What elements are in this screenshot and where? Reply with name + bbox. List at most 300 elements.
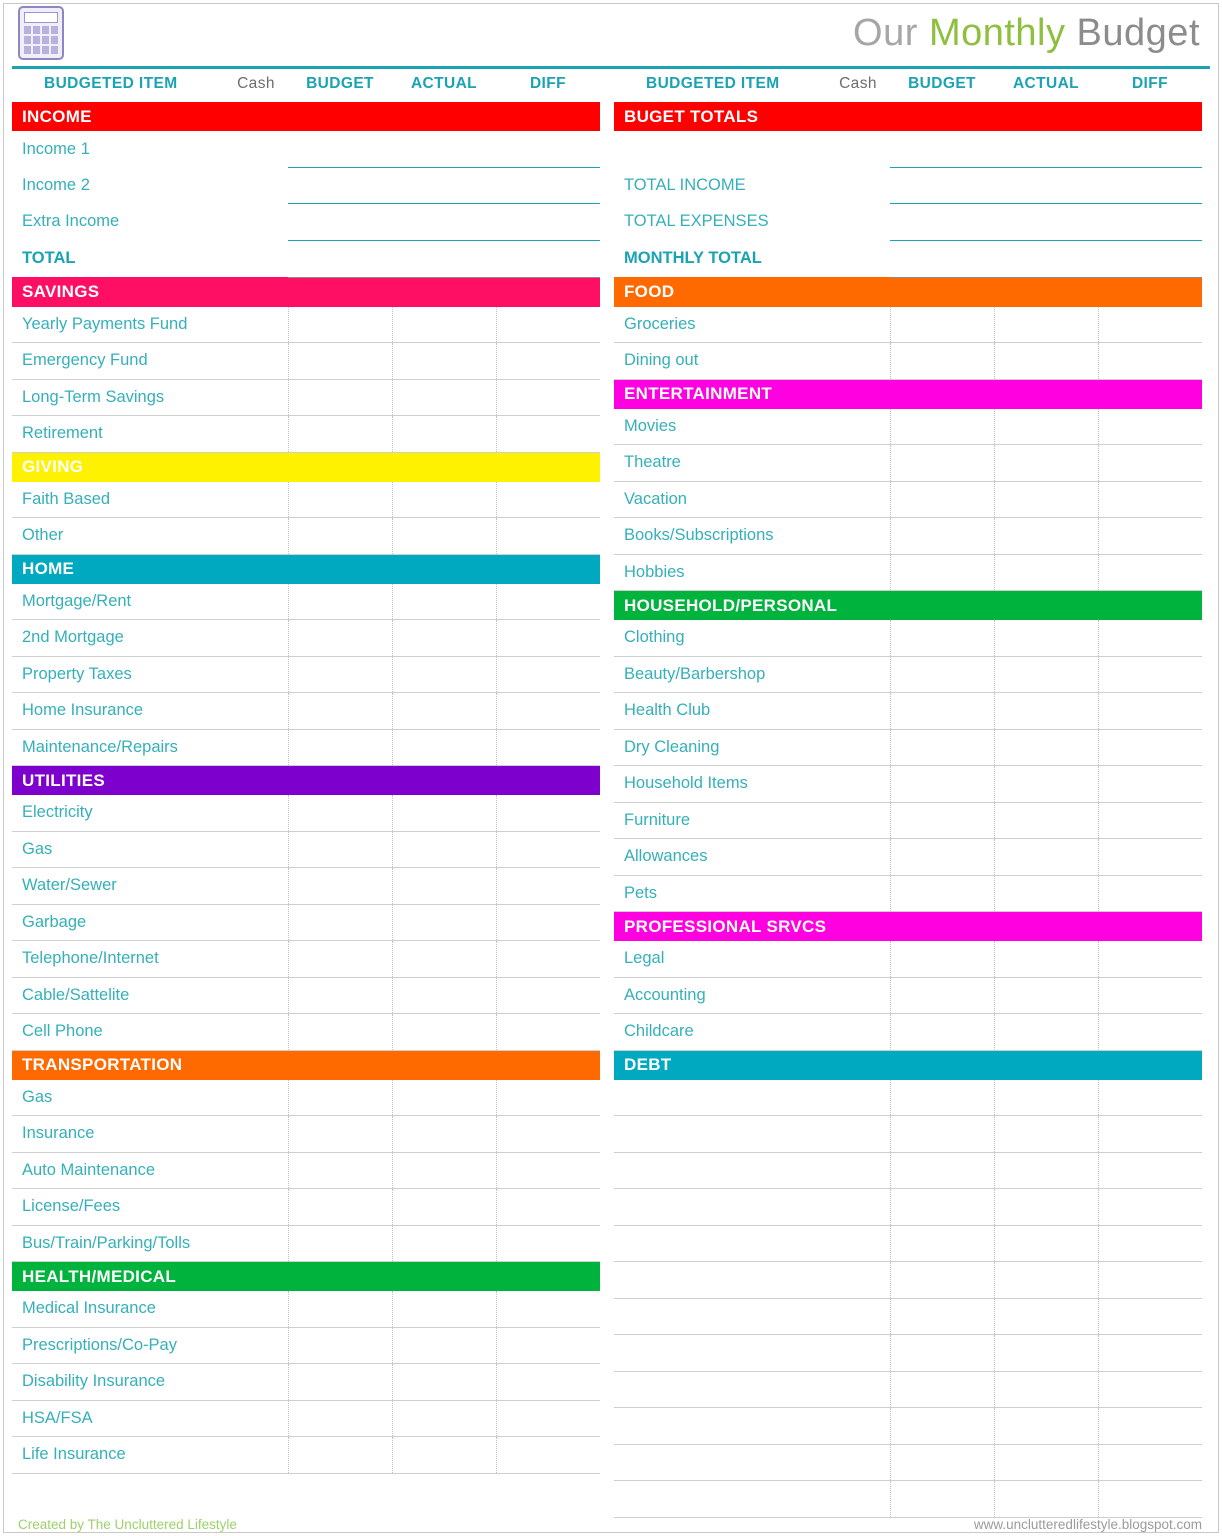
- budget-cell-actual[interactable]: [392, 1189, 496, 1226]
- budget-cell-diff[interactable]: [1098, 656, 1202, 693]
- budget-cell-actual[interactable]: [392, 1364, 496, 1401]
- budget-cell-diff[interactable]: [1098, 941, 1202, 977]
- budget-cell-budget[interactable]: [288, 343, 392, 380]
- budget-cell-diff[interactable]: [496, 868, 600, 905]
- budget-cell-diff[interactable]: [496, 1437, 600, 1474]
- section-title: DEBT: [614, 1050, 1202, 1080]
- section-total-budget[interactable]: [890, 240, 994, 277]
- budget-cell-diff[interactable]: [1098, 1014, 1202, 1051]
- budget-cell-actual[interactable]: [994, 839, 1098, 876]
- budget-cell-diff[interactable]: [1098, 307, 1202, 343]
- budget-cell-cash[interactable]: [826, 1335, 890, 1372]
- budget-cell-cash[interactable]: [224, 831, 288, 868]
- budget-cell-actual[interactable]: [392, 795, 496, 831]
- budget-cell-budget[interactable]: [890, 875, 994, 912]
- budget-row: [614, 518, 1202, 555]
- budget-cell-diff[interactable]: [496, 1225, 600, 1262]
- budget-cell-cash[interactable]: [224, 1327, 288, 1364]
- budget-cell-actual[interactable]: [994, 1444, 1098, 1481]
- budget-row: [614, 343, 1202, 380]
- budget-cell-budget[interactable]: [288, 868, 392, 905]
- budget-cell-budget[interactable]: [288, 584, 392, 620]
- budget-cell-diff[interactable]: [1098, 1444, 1202, 1481]
- budget-cell-budget[interactable]: [288, 131, 392, 167]
- budget-row: [614, 941, 1202, 977]
- budget-cell-diff[interactable]: [1098, 1189, 1202, 1226]
- budget-cell-cash[interactable]: [826, 1298, 890, 1335]
- section-total-actual[interactable]: [392, 240, 496, 277]
- budget-cell-cash[interactable]: [224, 1152, 288, 1189]
- budget-row: [614, 1152, 1202, 1189]
- budget-cell-cash[interactable]: [826, 554, 890, 591]
- budget-cell-actual[interactable]: [994, 518, 1098, 555]
- budget-cell-budget[interactable]: [288, 167, 392, 204]
- budget-cell-actual[interactable]: [392, 656, 496, 693]
- budget-cell-actual[interactable]: [994, 1152, 1098, 1189]
- budget-cell-diff[interactable]: [1098, 554, 1202, 591]
- budget-cell-actual[interactable]: [392, 1014, 496, 1051]
- budget-cell-budget[interactable]: [288, 1189, 392, 1226]
- budget-cell-diff[interactable]: [496, 518, 600, 555]
- budget-cell-budget[interactable]: [890, 554, 994, 591]
- budget-cell-cash[interactable]: [224, 518, 288, 555]
- budget-cell-budget[interactable]: [288, 1327, 392, 1364]
- budget-cell-cash[interactable]: [224, 729, 288, 766]
- budget-cell-actual[interactable]: [392, 1327, 496, 1364]
- budget-row-label: Accounting: [614, 977, 826, 1014]
- budget-cell-diff[interactable]: [1098, 693, 1202, 730]
- budget-cell-budget[interactable]: [890, 343, 994, 380]
- budget-cell-diff[interactable]: [496, 729, 600, 766]
- section-total-diff[interactable]: [496, 240, 600, 277]
- budget-cell-diff[interactable]: [1098, 167, 1202, 204]
- budget-cell-budget[interactable]: [890, 518, 994, 555]
- budget-cell-diff[interactable]: [1098, 1298, 1202, 1335]
- budget-cell-diff[interactable]: [1098, 343, 1202, 380]
- budget-cell-diff[interactable]: [496, 795, 600, 831]
- budget-cell-diff[interactable]: [496, 1116, 600, 1153]
- budget-cell-actual[interactable]: [994, 693, 1098, 730]
- budget-cell-actual[interactable]: [994, 1298, 1098, 1335]
- budget-cell-budget[interactable]: [288, 204, 392, 241]
- budget-cell-cash[interactable]: [826, 1189, 890, 1226]
- budget-cell-actual[interactable]: [392, 1437, 496, 1474]
- budget-cell-diff[interactable]: [496, 584, 600, 620]
- budget-row: [614, 131, 1202, 167]
- budget-cell-actual[interactable]: [392, 416, 496, 453]
- budget-cell-cash[interactable]: [826, 1014, 890, 1051]
- budget-cell-diff[interactable]: [496, 656, 600, 693]
- budget-cell-cash[interactable]: [224, 379, 288, 416]
- budget-cell-cash[interactable]: [224, 1014, 288, 1051]
- budget-cell-budget[interactable]: [890, 1481, 994, 1518]
- budget-cell-diff[interactable]: [1098, 518, 1202, 555]
- budget-cell-diff[interactable]: [1098, 445, 1202, 482]
- footer-url[interactable]: www.unclutteredlifestyle.blogspot.com: [973, 1517, 1202, 1532]
- budget-cell-diff[interactable]: [496, 1189, 600, 1226]
- section-title: BUGET TOTALS: [614, 102, 1202, 131]
- budget-cell-actual[interactable]: [392, 584, 496, 620]
- budget-cell-cash[interactable]: [224, 482, 288, 518]
- budget-cell-cash[interactable]: [224, 416, 288, 453]
- budget-row: [12, 1327, 600, 1364]
- budget-cell-cash[interactable]: [224, 941, 288, 978]
- budget-cell-diff[interactable]: [496, 379, 600, 416]
- budget-cell-budget[interactable]: [288, 941, 392, 978]
- budget-cell-budget[interactable]: [288, 416, 392, 453]
- budget-cell-actual[interactable]: [994, 307, 1098, 343]
- budget-cell-cash[interactable]: [826, 131, 890, 167]
- budget-cell-cash[interactable]: [826, 766, 890, 803]
- budget-row-label: Pets: [614, 875, 826, 912]
- budget-cell-actual[interactable]: [994, 343, 1098, 380]
- budget-cell-cash[interactable]: [224, 1364, 288, 1401]
- budget-cell-budget[interactable]: [890, 941, 994, 977]
- budget-cell-cash[interactable]: [826, 1225, 890, 1262]
- budget-cell-actual[interactable]: [994, 802, 1098, 839]
- budget-cell-cash[interactable]: [826, 518, 890, 555]
- budget-cell-cash[interactable]: [224, 307, 288, 343]
- budget-cell-budget[interactable]: [890, 693, 994, 730]
- budget-cell-budget[interactable]: [890, 167, 994, 204]
- budget-cell-actual[interactable]: [392, 518, 496, 555]
- page-footer: [0, 1517, 1222, 1532]
- budget-cell-cash[interactable]: [224, 167, 288, 204]
- section-title: GIVING: [12, 452, 600, 482]
- budget-cell-actual[interactable]: [994, 409, 1098, 445]
- budget-cell-actual[interactable]: [994, 1262, 1098, 1299]
- budget-cell-actual[interactable]: [994, 1371, 1098, 1408]
- budget-cell-cash[interactable]: [224, 656, 288, 693]
- budget-cell-budget[interactable]: [890, 409, 994, 445]
- budget-cell-actual[interactable]: [392, 831, 496, 868]
- budget-cell-cash[interactable]: [826, 656, 890, 693]
- budget-cell-actual[interactable]: [392, 1116, 496, 1153]
- budget-cell-actual[interactable]: [994, 729, 1098, 766]
- budget-cell-cash[interactable]: [224, 977, 288, 1014]
- budget-cell-cash[interactable]: [826, 941, 890, 977]
- budget-cell-budget[interactable]: [890, 1014, 994, 1051]
- budget-cell-diff[interactable]: [1098, 131, 1202, 167]
- budget-cell-actual[interactable]: [994, 620, 1098, 656]
- calculator-keys: [24, 26, 58, 54]
- budget-cell-actual[interactable]: [392, 343, 496, 380]
- budget-cell-budget[interactable]: [890, 839, 994, 876]
- budget-cell-diff[interactable]: [496, 977, 600, 1014]
- budget-cell-cash[interactable]: [826, 307, 890, 343]
- budget-cell-cash[interactable]: [224, 584, 288, 620]
- budget-cell-diff[interactable]: [496, 416, 600, 453]
- budget-cell-budget[interactable]: [288, 831, 392, 868]
- budget-cell-cash[interactable]: [826, 1152, 890, 1189]
- budget-cell-diff[interactable]: [496, 307, 600, 343]
- budget-cell-actual[interactable]: [994, 481, 1098, 518]
- budget-cell-cash[interactable]: [224, 620, 288, 657]
- budget-row-label: Auto Maintenance: [12, 1152, 224, 1189]
- budget-row: [614, 839, 1202, 876]
- section-total-actual[interactable]: [994, 240, 1098, 277]
- budget-row-label: Insurance: [12, 1116, 224, 1153]
- budget-cell-budget[interactable]: [890, 1225, 994, 1262]
- budget-cell-budget[interactable]: [288, 693, 392, 730]
- budget-cell-cash[interactable]: [826, 977, 890, 1014]
- budget-cell-budget[interactable]: [288, 904, 392, 941]
- budget-cell-diff[interactable]: [496, 1291, 600, 1327]
- budget-row-label: Life Insurance: [12, 1437, 224, 1474]
- budget-cell-cash[interactable]: [224, 693, 288, 730]
- budget-cell-budget[interactable]: [288, 795, 392, 831]
- budget-cell-cash[interactable]: [826, 620, 890, 656]
- budget-cell-cash[interactable]: [826, 802, 890, 839]
- budget-cell-cash[interactable]: [224, 904, 288, 941]
- budget-cell-budget[interactable]: [890, 204, 994, 241]
- budget-sheet: [0, 69, 1222, 1518]
- budget-cell-budget[interactable]: [288, 1437, 392, 1474]
- budget-cell-budget[interactable]: [890, 481, 994, 518]
- budget-cell-actual[interactable]: [392, 1291, 496, 1327]
- budget-cell-actual[interactable]: [994, 554, 1098, 591]
- column-header-diff: DIFF: [529, 75, 567, 92]
- budget-cell-budget[interactable]: [890, 1080, 994, 1116]
- budget-cell-diff[interactable]: [496, 1327, 600, 1364]
- budget-cell-cash[interactable]: [224, 868, 288, 905]
- budget-cell-budget[interactable]: [288, 1152, 392, 1189]
- budget-cell-diff[interactable]: [496, 482, 600, 518]
- budget-cell-diff[interactable]: [1098, 875, 1202, 912]
- budget-cell-budget[interactable]: [890, 1262, 994, 1299]
- budget-cell-budget[interactable]: [890, 1408, 994, 1445]
- budget-cell-diff[interactable]: [1098, 839, 1202, 876]
- budget-cell-cash[interactable]: [826, 693, 890, 730]
- budget-cell-budget[interactable]: [890, 1116, 994, 1153]
- budget-cell-diff[interactable]: [496, 831, 600, 868]
- budget-cell-diff[interactable]: [1098, 1335, 1202, 1372]
- budget-cell-diff[interactable]: [1098, 1116, 1202, 1153]
- budget-cell-diff[interactable]: [496, 1080, 600, 1116]
- budget-cell-diff[interactable]: [496, 620, 600, 657]
- budget-cell-diff[interactable]: [1098, 1080, 1202, 1116]
- budget-cell-cash[interactable]: [224, 1291, 288, 1327]
- budget-cell-cash[interactable]: [826, 1371, 890, 1408]
- budget-cell-cash[interactable]: [224, 1080, 288, 1116]
- budget-cell-cash[interactable]: [826, 1444, 890, 1481]
- budget-cell-cash[interactable]: [826, 1080, 890, 1116]
- budget-cell-budget[interactable]: [288, 1014, 392, 1051]
- section-title: TRANSPORTATION: [12, 1050, 600, 1080]
- budget-cell-actual[interactable]: [392, 167, 496, 204]
- section-title: HEALTH/MEDICAL: [12, 1262, 600, 1292]
- section-total-cash[interactable]: [224, 240, 288, 277]
- budget-cell-cash[interactable]: [826, 875, 890, 912]
- budget-cell-budget[interactable]: [890, 1189, 994, 1226]
- budget-row-label: Books/Subscriptions: [614, 518, 826, 555]
- budget-cell-budget[interactable]: [890, 656, 994, 693]
- budget-cell-budget[interactable]: [288, 1116, 392, 1153]
- budget-cell-cash[interactable]: [826, 204, 890, 241]
- budget-row-label: Movies: [614, 409, 826, 445]
- budget-cell-diff[interactable]: [496, 941, 600, 978]
- budget-cell-actual[interactable]: [392, 941, 496, 978]
- budget-cell-diff[interactable]: [1098, 204, 1202, 241]
- budget-cell-diff[interactable]: [1098, 1371, 1202, 1408]
- budget-cell-diff[interactable]: [1098, 409, 1202, 445]
- budget-cell-actual[interactable]: [994, 977, 1098, 1014]
- budget-cell-actual[interactable]: [994, 1408, 1098, 1445]
- budget-cell-actual[interactable]: [994, 1189, 1098, 1226]
- budget-cell-budget[interactable]: [890, 977, 994, 1014]
- budget-cell-diff[interactable]: [496, 693, 600, 730]
- budget-cell-diff[interactable]: [496, 1364, 600, 1401]
- budget-cell-actual[interactable]: [392, 868, 496, 905]
- budget-cell-actual[interactable]: [994, 1335, 1098, 1372]
- budget-cell-cash[interactable]: [826, 445, 890, 482]
- budget-cell-diff[interactable]: [1098, 1481, 1202, 1518]
- budget-cell-diff[interactable]: [1098, 729, 1202, 766]
- budget-cell-actual[interactable]: [392, 729, 496, 766]
- budget-cell-cash[interactable]: [826, 1481, 890, 1518]
- budget-cell-budget[interactable]: [288, 977, 392, 1014]
- budget-cell-diff[interactable]: [496, 904, 600, 941]
- budget-cell-budget[interactable]: [288, 729, 392, 766]
- budget-row: [12, 1225, 600, 1262]
- budget-cell-budget[interactable]: [890, 307, 994, 343]
- budget-row-label: HSA/FSA: [12, 1400, 224, 1437]
- section-total-row: [614, 240, 1202, 277]
- budget-cell-diff[interactable]: [496, 1152, 600, 1189]
- section-total-budget[interactable]: [288, 240, 392, 277]
- budget-cell-actual[interactable]: [994, 1481, 1098, 1518]
- budget-cell-actual[interactable]: [994, 131, 1098, 167]
- budget-cell-cash[interactable]: [224, 1437, 288, 1474]
- budget-cell-diff[interactable]: [496, 343, 600, 380]
- budget-cell-actual[interactable]: [392, 1225, 496, 1262]
- budget-cell-cash[interactable]: [224, 1116, 288, 1153]
- budget-cell-actual[interactable]: [392, 1400, 496, 1437]
- budget-cell-diff[interactable]: [1098, 481, 1202, 518]
- budget-cell-actual[interactable]: [392, 131, 496, 167]
- budget-row-label: Dry Cleaning: [614, 729, 826, 766]
- budget-cell-budget[interactable]: [288, 482, 392, 518]
- budget-cell-actual[interactable]: [994, 1225, 1098, 1262]
- budget-cell-cash[interactable]: [826, 409, 890, 445]
- budget-cell-diff[interactable]: [1098, 1225, 1202, 1262]
- budget-cell-diff[interactable]: [1098, 1262, 1202, 1299]
- section-title: PROFESSIONAL SRVCS: [614, 912, 1202, 942]
- budget-row-label: Allowances: [614, 839, 826, 876]
- budget-cell-cash[interactable]: [224, 795, 288, 831]
- budget-cell-cash[interactable]: [224, 1225, 288, 1262]
- budget-cell-diff[interactable]: [1098, 977, 1202, 1014]
- budget-cell-actual[interactable]: [994, 1080, 1098, 1116]
- budget-cell-budget[interactable]: [288, 620, 392, 657]
- budget-cell-diff[interactable]: [1098, 620, 1202, 656]
- budget-cell-diff[interactable]: [496, 204, 600, 241]
- budget-cell-cash[interactable]: [224, 1400, 288, 1437]
- budget-cell-actual[interactable]: [392, 204, 496, 241]
- budget-cell-actual[interactable]: [994, 204, 1098, 241]
- budget-cell-budget[interactable]: [890, 1444, 994, 1481]
- budget-cell-cash[interactable]: [224, 1189, 288, 1226]
- budget-cell-diff[interactable]: [1098, 1408, 1202, 1445]
- budget-cell-budget[interactable]: [890, 131, 994, 167]
- budget-cell-actual[interactable]: [392, 620, 496, 657]
- budget-cell-cash[interactable]: [826, 839, 890, 876]
- budget-cell-actual[interactable]: [392, 379, 496, 416]
- budget-cell-cash[interactable]: [826, 1116, 890, 1153]
- budget-cell-budget[interactable]: [288, 518, 392, 555]
- budget-cell-diff[interactable]: [496, 131, 600, 167]
- budget-cell-actual[interactable]: [392, 693, 496, 730]
- section-total-cash[interactable]: [826, 240, 890, 277]
- budget-cell-actual[interactable]: [392, 977, 496, 1014]
- section-total-diff[interactable]: [1098, 240, 1202, 277]
- budget-cell-budget[interactable]: [890, 620, 994, 656]
- budget-cell-diff[interactable]: [496, 167, 600, 204]
- budget-cell-budget[interactable]: [890, 1371, 994, 1408]
- budget-cell-actual[interactable]: [994, 941, 1098, 977]
- budget-cell-actual[interactable]: [392, 307, 496, 343]
- budget-cell-cash[interactable]: [224, 204, 288, 241]
- budget-row: [12, 904, 600, 941]
- budget-cell-cash[interactable]: [224, 343, 288, 380]
- budget-row: [614, 445, 1202, 482]
- budget-cell-actual[interactable]: [392, 482, 496, 518]
- budget-cell-budget[interactable]: [288, 1291, 392, 1327]
- budget-cell-actual[interactable]: [994, 1014, 1098, 1051]
- budget-cell-cash[interactable]: [826, 481, 890, 518]
- budget-row: [12, 620, 600, 657]
- budget-cell-actual[interactable]: [392, 904, 496, 941]
- budget-cell-actual[interactable]: [994, 1116, 1098, 1153]
- budget-row-label: Extra Income: [22, 212, 120, 231]
- budget-cell-budget[interactable]: [288, 656, 392, 693]
- budget-cell-cash[interactable]: [826, 1262, 890, 1299]
- budget-cell-budget[interactable]: [890, 1335, 994, 1372]
- budget-cell-budget[interactable]: [288, 1225, 392, 1262]
- budget-cell-diff[interactable]: [1098, 1152, 1202, 1189]
- budget-cell-actual[interactable]: [994, 875, 1098, 912]
- budget-cell-budget[interactable]: [890, 766, 994, 803]
- budget-row-label: [614, 1080, 826, 1116]
- budget-cell-budget[interactable]: [890, 445, 994, 482]
- budget-cell-actual[interactable]: [392, 1152, 496, 1189]
- budget-cell-budget[interactable]: [288, 307, 392, 343]
- budget-cell-actual[interactable]: [392, 1080, 496, 1116]
- budget-cell-diff[interactable]: [496, 1400, 600, 1437]
- budget-cell-diff[interactable]: [1098, 766, 1202, 803]
- budget-cell-actual[interactable]: [994, 167, 1098, 204]
- budget-row: [614, 1298, 1202, 1335]
- budget-cell-diff[interactable]: [496, 1014, 600, 1051]
- budget-cell-budget[interactable]: [890, 1298, 994, 1335]
- budget-cell-budget[interactable]: [288, 1080, 392, 1116]
- budget-cell-cash[interactable]: [826, 729, 890, 766]
- budget-cell-actual[interactable]: [994, 445, 1098, 482]
- budget-cell-actual[interactable]: [994, 766, 1098, 803]
- budget-cell-budget[interactable]: [288, 1364, 392, 1401]
- budget-cell-cash[interactable]: [826, 167, 890, 204]
- budget-cell-cash[interactable]: [224, 131, 288, 167]
- budget-cell-cash[interactable]: [826, 343, 890, 380]
- budget-cell-diff[interactable]: [1098, 802, 1202, 839]
- budget-cell-budget[interactable]: [890, 1152, 994, 1189]
- budget-cell-budget[interactable]: [890, 729, 994, 766]
- budget-cell-actual[interactable]: [994, 656, 1098, 693]
- budget-cell-budget[interactable]: [288, 379, 392, 416]
- budget-cell-cash[interactable]: [826, 1408, 890, 1445]
- budget-cell-budget[interactable]: [890, 802, 994, 839]
- budget-cell-budget[interactable]: [288, 1400, 392, 1437]
